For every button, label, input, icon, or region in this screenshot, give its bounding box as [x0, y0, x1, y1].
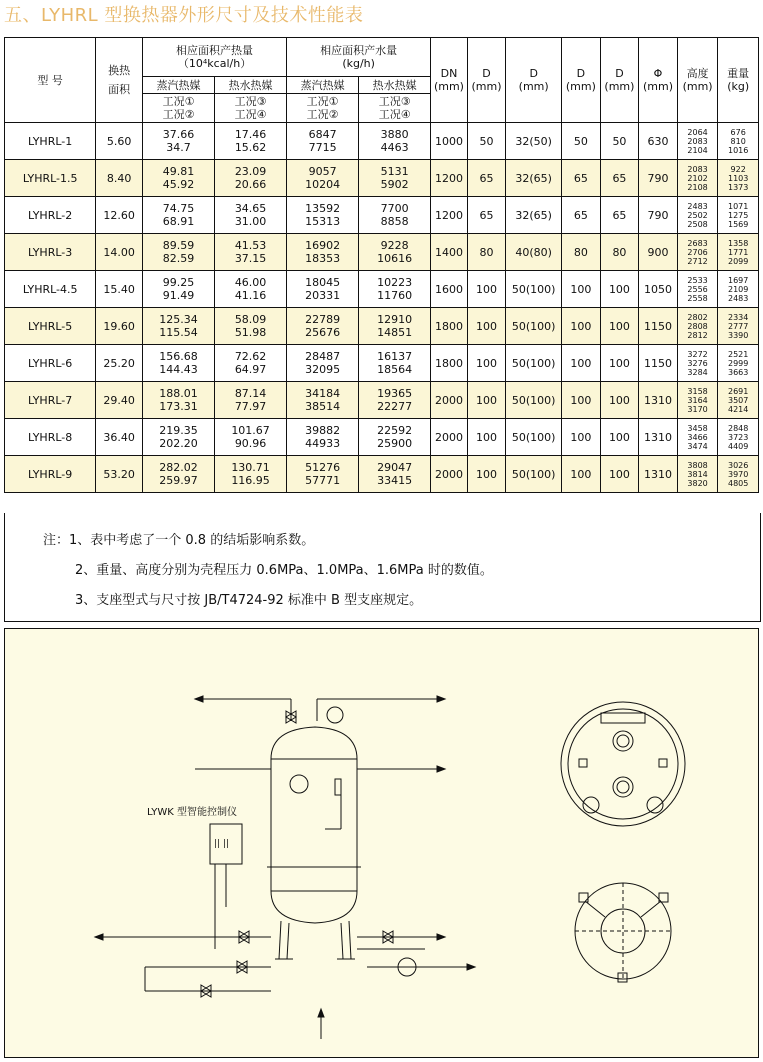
cell-phi: 630: [639, 123, 678, 160]
cell-heat-steam: 219.35 202.20: [143, 419, 215, 456]
cell-d2: 40(80): [506, 234, 562, 271]
cell-d1: 80: [467, 234, 506, 271]
header-cond34-water: 工况③ 工况④: [359, 94, 431, 123]
cell-d4: 65: [600, 197, 639, 234]
cell-water-hotwater: 7700 8858: [359, 197, 431, 234]
cell-height: 3158 3164 3170: [677, 382, 718, 419]
cell-model: LYHRL-2: [5, 197, 96, 234]
cell-model: LYHRL-9: [5, 456, 96, 493]
table-row: [5, 456, 759, 493]
cell-weight: 676 810 1016: [718, 123, 759, 160]
cell-heat-steam: 282.02 259.97: [143, 456, 215, 493]
spec-table: [4, 37, 759, 493]
cell-heat-hotwater: 46.00 41.16: [215, 271, 287, 308]
cell-model: LYHRL-8: [5, 419, 96, 456]
cell-phi: 1050: [639, 271, 678, 308]
cell-area: 36.40: [96, 419, 143, 456]
cell-dn: 1400: [431, 234, 468, 271]
cell-height: 2802 2808 2812: [677, 308, 718, 345]
header-steam-medium-water: 蒸汽热媒: [287, 77, 359, 94]
cell-d4: 100: [600, 419, 639, 456]
header-steam-medium-heat: 蒸汽热媒: [143, 77, 215, 94]
cell-area: 14.00: [96, 234, 143, 271]
cell-heat-steam: 89.59 82.59: [143, 234, 215, 271]
cell-water-hotwater: 19365 22277: [359, 382, 431, 419]
cell-d3: 100: [562, 345, 601, 382]
cell-model: LYHRL-1.5: [5, 160, 96, 197]
cell-d3: 100: [562, 308, 601, 345]
cell-weight: 2334 2777 3390: [718, 308, 759, 345]
cell-height: 2533 2556 2558: [677, 271, 718, 308]
cell-water-hotwater: 9228 10616: [359, 234, 431, 271]
cell-d4: 100: [600, 308, 639, 345]
cell-weight: 2521 2999 3663: [718, 345, 759, 382]
cell-d2: 50(100): [506, 345, 562, 382]
cell-water-steam: 9057 10204: [287, 160, 359, 197]
controller-label: LYWK 型智能控制仪: [147, 807, 237, 818]
cell-dn: 1200: [431, 160, 468, 197]
cell-height: 2083 2102 2108: [677, 160, 718, 197]
cell-water-steam: 34184 38514: [287, 382, 359, 419]
cell-d4: 100: [600, 271, 639, 308]
cell-d3: 50: [562, 123, 601, 160]
cell-heat-hotwater: 34.65 31.00: [215, 197, 287, 234]
cell-d1: 100: [467, 456, 506, 493]
cell-d3: 65: [562, 160, 601, 197]
cell-water-hotwater: 12910 14851: [359, 308, 431, 345]
cell-heat-steam: 49.81 45.92: [143, 160, 215, 197]
cell-water-steam: 16902 18353: [287, 234, 359, 271]
cell-phi: 1310: [639, 456, 678, 493]
header-d1: D (mm): [467, 38, 506, 123]
cell-d4: 80: [600, 234, 639, 271]
cell-d4: 50: [600, 123, 639, 160]
cell-heat-steam: 156.68 144.43: [143, 345, 215, 382]
cell-d2: 32(65): [506, 160, 562, 197]
cell-area: 5.60: [96, 123, 143, 160]
installation-drawing: [4, 628, 759, 1058]
cell-d1: 100: [467, 271, 506, 308]
note-1: 注：1、表中考虑了一个 0.8 的结垢影响系数。: [43, 533, 315, 548]
notes-section: [4, 513, 761, 622]
header-heat-output: 相应面积产热量 （10⁴kcal/h）: [143, 38, 287, 77]
header-dn: DN (mm): [431, 38, 468, 123]
cell-model: LYHRL-6: [5, 345, 96, 382]
header-water-output: 相应面积产水量 (kg/h): [287, 38, 431, 77]
table-row: [5, 382, 759, 419]
table-row: [5, 234, 759, 271]
header-model: 型 号: [5, 38, 96, 123]
cell-water-steam: 13592 15313: [287, 197, 359, 234]
table-row: [5, 308, 759, 345]
cell-d4: 100: [600, 382, 639, 419]
cell-d2: 50(100): [506, 456, 562, 493]
cell-dn: 1800: [431, 345, 468, 382]
cell-height: 2683 2706 2712: [677, 234, 718, 271]
cell-heat-hotwater: 41.53 37.15: [215, 234, 287, 271]
header-d2: D (mm): [506, 38, 562, 123]
cell-model: LYHRL-1: [5, 123, 96, 160]
note-3: 3、支座型式与尺寸按 JB/T4724-92 标准中 B 型支座规定。: [75, 593, 423, 608]
cell-height: 2483 2502 2508: [677, 197, 718, 234]
cell-d3: 80: [562, 234, 601, 271]
header-area: 换热 面积: [96, 38, 143, 123]
cell-heat-hotwater: 130.71 116.95: [215, 456, 287, 493]
cell-d2: 32(50): [506, 123, 562, 160]
cell-water-steam: 18045 20331: [287, 271, 359, 308]
cell-weight: 1071 1275 1569: [718, 197, 759, 234]
cell-heat-steam: 99.25 91.49: [143, 271, 215, 308]
cell-d3: 100: [562, 456, 601, 493]
header-height: 高度 (mm): [677, 38, 718, 123]
header-weight: 重量 (kg): [718, 38, 759, 123]
cell-heat-hotwater: 58.09 51.98: [215, 308, 287, 345]
cell-area: 25.20: [96, 345, 143, 382]
cell-model: LYHRL-3: [5, 234, 96, 271]
header-hotwater-medium-heat: 热水热媒: [215, 77, 287, 94]
cell-d2: 50(100): [506, 308, 562, 345]
cell-d2: 50(100): [506, 419, 562, 456]
cell-d4: 100: [600, 456, 639, 493]
cell-dn: 2000: [431, 382, 468, 419]
cell-dn: 1000: [431, 123, 468, 160]
cell-water-steam: 39882 44933: [287, 419, 359, 456]
cell-dn: 2000: [431, 419, 468, 456]
cell-heat-steam: 188.01 173.31: [143, 382, 215, 419]
cell-water-steam: 6847 7715: [287, 123, 359, 160]
cell-d1: 100: [467, 345, 506, 382]
cell-water-hotwater: 3880 4463: [359, 123, 431, 160]
cell-weight: 1697 2109 2483: [718, 271, 759, 308]
cell-phi: 900: [639, 234, 678, 271]
cell-phi: 1310: [639, 382, 678, 419]
cell-height: 3272 3276 3284: [677, 345, 718, 382]
cell-phi: 790: [639, 197, 678, 234]
cell-heat-steam: 125.34 115.54: [143, 308, 215, 345]
cell-model: LYHRL-5: [5, 308, 96, 345]
cell-d2: 50(100): [506, 271, 562, 308]
cell-water-hotwater: 5131 5902: [359, 160, 431, 197]
header-d3: D (mm): [562, 38, 601, 123]
cell-phi: 1310: [639, 419, 678, 456]
cell-phi: 790: [639, 160, 678, 197]
cell-water-hotwater: 22592 25900: [359, 419, 431, 456]
controller-display: || ||: [214, 839, 229, 849]
cell-area: 19.60: [96, 308, 143, 345]
cell-heat-hotwater: 101.67 90.96: [215, 419, 287, 456]
cell-area: 12.60: [96, 197, 143, 234]
cell-height: 3808 3814 3820: [677, 456, 718, 493]
cell-dn: 1600: [431, 271, 468, 308]
cell-d1: 50: [467, 123, 506, 160]
cell-area: 53.20: [96, 456, 143, 493]
cell-water-hotwater: 29047 33415: [359, 456, 431, 493]
cell-d1: 100: [467, 419, 506, 456]
cell-d3: 100: [562, 382, 601, 419]
cell-heat-hotwater: 23.09 20.66: [215, 160, 287, 197]
header-d4: D (mm): [600, 38, 639, 123]
table-row: [5, 160, 759, 197]
header-cond12-heat: 工况① 工况②: [143, 94, 215, 123]
page-title: 五、LYHRL 型换热器外形尺寸及技术性能表: [4, 5, 364, 26]
cell-d1: 65: [467, 197, 506, 234]
cell-water-hotwater: 16137 18564: [359, 345, 431, 382]
table-row: [5, 123, 759, 160]
cell-d1: 100: [467, 308, 506, 345]
table-row: [5, 419, 759, 456]
cell-dn: 1800: [431, 308, 468, 345]
cell-weight: 2848 3723 4409: [718, 419, 759, 456]
cell-weight: 2691 3507 4214: [718, 382, 759, 419]
table-row: [5, 345, 759, 382]
cell-area: 15.40: [96, 271, 143, 308]
cell-d3: 65: [562, 197, 601, 234]
cell-d3: 100: [562, 271, 601, 308]
header-hotwater-medium-water: 热水热媒: [359, 77, 431, 94]
header-phi: Φ (mm): [639, 38, 678, 123]
cell-dn: 1200: [431, 197, 468, 234]
cell-area: 29.40: [96, 382, 143, 419]
cell-d1: 65: [467, 160, 506, 197]
cell-weight: 922 1103 1373: [718, 160, 759, 197]
cell-d2: 50(100): [506, 382, 562, 419]
cell-phi: 1150: [639, 345, 678, 382]
cell-water-steam: 22789 25676: [287, 308, 359, 345]
table-row: [5, 271, 759, 308]
cell-water-steam: 28487 32095: [287, 345, 359, 382]
header-cond12-water: 工况① 工况②: [287, 94, 359, 123]
cell-d4: 100: [600, 345, 639, 382]
cell-weight: 1358 1771 2099: [718, 234, 759, 271]
cell-heat-steam: 37.66 34.7: [143, 123, 215, 160]
cell-d4: 65: [600, 160, 639, 197]
cell-heat-hotwater: 72.62 64.97: [215, 345, 287, 382]
cell-d2: 32(65): [506, 197, 562, 234]
cell-model: LYHRL-7: [5, 382, 96, 419]
cell-dn: 2000: [431, 456, 468, 493]
header-cond34-heat: 工况③ 工况④: [215, 94, 287, 123]
cell-heat-steam: 74.75 68.91: [143, 197, 215, 234]
cell-heat-hotwater: 17.46 15.62: [215, 123, 287, 160]
table-row: [5, 197, 759, 234]
cell-model: LYHRL-4.5: [5, 271, 96, 308]
cell-d3: 100: [562, 419, 601, 456]
cell-water-hotwater: 10223 11760: [359, 271, 431, 308]
cell-phi: 1150: [639, 308, 678, 345]
schematic-svg: [5, 629, 758, 1057]
cell-weight: 3026 3970 4805: [718, 456, 759, 493]
cell-d1: 100: [467, 382, 506, 419]
cell-area: 8.40: [96, 160, 143, 197]
note-2: 2、重量、高度分别为壳程压力 0.6MPa、1.0MPa、1.6MPa 时的数值。: [75, 563, 493, 578]
cell-heat-hotwater: 87.14 77.97: [215, 382, 287, 419]
cell-height: 2064 2083 2104: [677, 123, 718, 160]
cell-water-steam: 51276 57771: [287, 456, 359, 493]
cell-height: 3458 3466 3474: [677, 419, 718, 456]
